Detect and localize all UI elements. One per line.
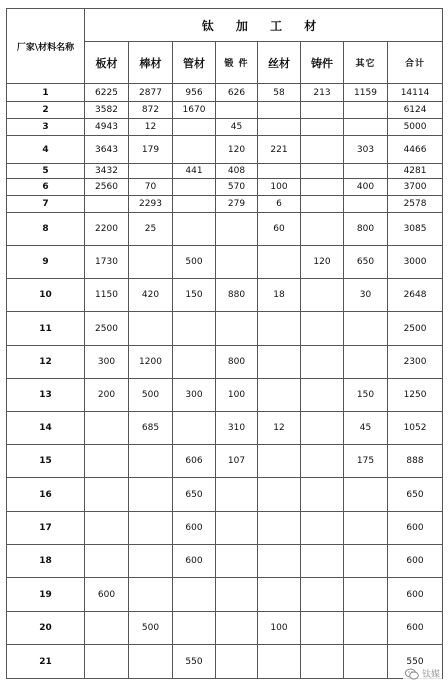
- table-cell: [301, 379, 344, 412]
- table-cell: 12: [129, 119, 173, 136]
- table-cell: [258, 578, 301, 612]
- row-label: 19: [7, 578, 85, 612]
- table-cell: [129, 445, 173, 478]
- table-cell: 179: [129, 136, 173, 164]
- table-cell: 550: [173, 645, 216, 679]
- table-cell: 310: [216, 412, 258, 445]
- table-cell: 6225: [85, 84, 129, 102]
- row-label: 14: [7, 412, 85, 445]
- table-cell: [129, 478, 173, 512]
- table-cell: [344, 578, 388, 612]
- table-cell: 30: [344, 279, 388, 312]
- table-body: [7, 84, 443, 679]
- table-cell: 1052: [388, 412, 443, 445]
- table-cell: [344, 312, 388, 346]
- table-cell: 500: [129, 612, 173, 645]
- watermark-text: 钛媒: [421, 670, 440, 680]
- row-label: 7: [7, 196, 85, 213]
- table-row: [7, 312, 443, 346]
- table-cell: 956: [173, 84, 216, 102]
- table-cell: 120: [216, 136, 258, 164]
- table-cell: 800: [216, 346, 258, 379]
- table-row: [7, 213, 443, 246]
- table-cell: 600: [173, 512, 216, 545]
- table-cell: 1670: [173, 102, 216, 119]
- table-row: [7, 612, 443, 645]
- table-cell: 213: [301, 84, 344, 102]
- table-cell: [258, 512, 301, 545]
- table-cell: 3000: [388, 246, 443, 279]
- table-cell: 300: [173, 379, 216, 412]
- table-cell: 279: [216, 196, 258, 213]
- table-cell: [216, 312, 258, 346]
- table-cell: 6124: [388, 102, 443, 119]
- row-label: 6: [7, 179, 85, 196]
- table-cell: 18: [258, 279, 301, 312]
- table-cell: [301, 645, 344, 679]
- table-cell: 685: [129, 412, 173, 445]
- table-row: [7, 119, 443, 136]
- table-row: [7, 545, 443, 578]
- table-cell: 3432: [85, 164, 129, 179]
- table-cell: 2500: [388, 312, 443, 346]
- table-cell: [301, 279, 344, 312]
- table-cell: [258, 379, 301, 412]
- table-cell: 4943: [85, 119, 129, 136]
- table-cell: 200: [85, 379, 129, 412]
- table-cell: 2300: [388, 346, 443, 379]
- table-row: [7, 379, 443, 412]
- table-cell: 58: [258, 84, 301, 102]
- table-cell: [173, 578, 216, 612]
- table-cell: [301, 512, 344, 545]
- table-cell: 303: [344, 136, 388, 164]
- table-cell: [344, 346, 388, 379]
- table-cell: 120: [301, 246, 344, 279]
- table-cell: 1150: [85, 279, 129, 312]
- table-cell: 570: [216, 179, 258, 196]
- table-cell: [258, 312, 301, 346]
- table-cell: [129, 545, 173, 578]
- table-cell: [258, 246, 301, 279]
- table-cell: 500: [173, 246, 216, 279]
- row-label: 18: [7, 545, 85, 578]
- table-cell: 150: [344, 379, 388, 412]
- table-cell: [301, 213, 344, 246]
- table-title: 钛 加 工 材: [85, 9, 443, 42]
- row-label: 4: [7, 136, 85, 164]
- table-cell: 880: [216, 279, 258, 312]
- table-row: [7, 512, 443, 545]
- table-row: [7, 102, 443, 119]
- table-cell: [301, 478, 344, 512]
- row-label: 9: [7, 246, 85, 279]
- table-cell: 1159: [344, 84, 388, 102]
- table-cell: 6: [258, 196, 301, 213]
- table-cell: [129, 512, 173, 545]
- table-row: [7, 84, 443, 102]
- table-cell: [258, 346, 301, 379]
- table-cell: [129, 312, 173, 346]
- table-cell: [216, 612, 258, 645]
- table-cell: [301, 412, 344, 445]
- table-cell: 500: [129, 379, 173, 412]
- table-cell: [173, 196, 216, 213]
- table-cell: [344, 545, 388, 578]
- row-label: 8: [7, 213, 85, 246]
- column-header: 其它: [344, 42, 388, 84]
- table-cell: 600: [388, 512, 443, 545]
- table-cell: [216, 478, 258, 512]
- table-cell: [85, 645, 129, 679]
- table-cell: 2877: [129, 84, 173, 102]
- table-cell: [129, 164, 173, 179]
- table-row: [7, 164, 443, 179]
- table-cell: [301, 346, 344, 379]
- table-cell: [216, 645, 258, 679]
- table-cell: 107: [216, 445, 258, 478]
- table-row: [7, 478, 443, 512]
- table-cell: 650: [344, 246, 388, 279]
- table-cell: 800: [344, 213, 388, 246]
- table-row: [7, 445, 443, 478]
- corner-header: 厂家\材料名称: [7, 9, 85, 84]
- table-cell: [85, 545, 129, 578]
- row-label: 16: [7, 478, 85, 512]
- table-cell: 600: [388, 578, 443, 612]
- table-cell: 3700: [388, 179, 443, 196]
- table-cell: [301, 445, 344, 478]
- table-cell: [173, 412, 216, 445]
- table-cell: 3085: [388, 213, 443, 246]
- table-cell: [344, 645, 388, 679]
- column-header: 锻 件: [216, 42, 258, 84]
- row-label: 13: [7, 379, 85, 412]
- table-cell: 45: [216, 119, 258, 136]
- table-cell: [258, 478, 301, 512]
- table-cell: [129, 246, 173, 279]
- table-cell: [301, 179, 344, 196]
- table-cell: 872: [129, 102, 173, 119]
- table-cell: [344, 119, 388, 136]
- table-cell: 2200: [85, 213, 129, 246]
- table-cell: [216, 102, 258, 119]
- table-cell: [344, 102, 388, 119]
- table-cell: [216, 512, 258, 545]
- table-cell: 600: [388, 612, 443, 645]
- table-cell: 100: [216, 379, 258, 412]
- row-label: 5: [7, 164, 85, 179]
- table-row: [7, 279, 443, 312]
- table-cell: 60: [258, 213, 301, 246]
- table-cell: 150: [173, 279, 216, 312]
- table-cell: [216, 578, 258, 612]
- table-cell: [173, 179, 216, 196]
- table-cell: [85, 512, 129, 545]
- row-label: 11: [7, 312, 85, 346]
- table-cell: 650: [388, 478, 443, 512]
- table-cell: 550: [388, 645, 443, 679]
- table-cell: [258, 545, 301, 578]
- table-cell: 420: [129, 279, 173, 312]
- row-label: 21: [7, 645, 85, 679]
- table-cell: [258, 102, 301, 119]
- watermark: [403, 666, 442, 681]
- table-cell: 400: [344, 179, 388, 196]
- table-cell: 650: [173, 478, 216, 512]
- table-cell: [216, 213, 258, 246]
- table-cell: 25: [129, 213, 173, 246]
- table-cell: [129, 578, 173, 612]
- table-cell: 626: [216, 84, 258, 102]
- row-label: 1: [7, 84, 85, 102]
- table-row: [7, 196, 443, 213]
- titanium-table-sheet: [6, 8, 442, 681]
- table-cell: 600: [388, 545, 443, 578]
- column-header: 板材: [85, 42, 129, 84]
- table-cell: 600: [85, 578, 129, 612]
- table-cell: 1200: [129, 346, 173, 379]
- table-cell: 606: [173, 445, 216, 478]
- table-cell: 300: [85, 346, 129, 379]
- table-cell: 408: [216, 164, 258, 179]
- table-cell: [301, 612, 344, 645]
- table-cell: [129, 645, 173, 679]
- table-cell: [258, 119, 301, 136]
- table-cell: 3643: [85, 136, 129, 164]
- table-cell: 70: [129, 179, 173, 196]
- row-label: 15: [7, 445, 85, 478]
- table-cell: [301, 545, 344, 578]
- table-cell: [173, 136, 216, 164]
- table-cell: 441: [173, 164, 216, 179]
- table-cell: [173, 612, 216, 645]
- table-cell: 1730: [85, 246, 129, 279]
- table-cell: [344, 612, 388, 645]
- table-cell: 600: [173, 545, 216, 578]
- column-header: 管材: [173, 42, 216, 84]
- table-cell: [85, 196, 129, 213]
- table-cell: [301, 312, 344, 346]
- table-cell: [85, 445, 129, 478]
- table-row: [7, 179, 443, 196]
- table-cell: [216, 246, 258, 279]
- table-row: [7, 578, 443, 612]
- table-cell: [301, 164, 344, 179]
- table-row: [7, 412, 443, 445]
- table-cell: [344, 164, 388, 179]
- table-cell: [85, 612, 129, 645]
- table-cell: 5000: [388, 119, 443, 136]
- row-label: 2: [7, 102, 85, 119]
- table-cell: [344, 478, 388, 512]
- table-cell: [301, 578, 344, 612]
- table-cell: 2648: [388, 279, 443, 312]
- table-cell: [173, 346, 216, 379]
- table-cell: [216, 545, 258, 578]
- column-header: 棒材: [129, 42, 173, 84]
- titanium-products-table: [6, 8, 443, 679]
- row-label: 17: [7, 512, 85, 545]
- table-cell: [258, 645, 301, 679]
- table-cell: 2578: [388, 196, 443, 213]
- table-cell: 2500: [85, 312, 129, 346]
- table-cell: 4466: [388, 136, 443, 164]
- table-cell: [344, 196, 388, 213]
- table-cell: 12: [258, 412, 301, 445]
- table-cell: 2293: [129, 196, 173, 213]
- table-cell: [344, 512, 388, 545]
- table-cell: [301, 119, 344, 136]
- table-cell: 14114: [388, 84, 443, 102]
- row-label: 10: [7, 279, 85, 312]
- table-cell: [258, 445, 301, 478]
- column-header: 铸件: [301, 42, 344, 84]
- column-header: 合计: [388, 42, 443, 84]
- table-cell: 175: [344, 445, 388, 478]
- table-cell: 221: [258, 136, 301, 164]
- table-cell: [173, 213, 216, 246]
- table-row: [7, 645, 443, 679]
- table-cell: 3582: [85, 102, 129, 119]
- table-cell: [301, 196, 344, 213]
- table-cell: 100: [258, 179, 301, 196]
- row-label: 20: [7, 612, 85, 645]
- wechat-icon: [405, 668, 419, 680]
- table-cell: [173, 312, 216, 346]
- table-cell: [301, 136, 344, 164]
- column-header: 丝材: [258, 42, 301, 84]
- row-label: 12: [7, 346, 85, 379]
- table-row: [7, 246, 443, 279]
- table-cell: 100: [258, 612, 301, 645]
- table-cell: 1250: [388, 379, 443, 412]
- table-row: [7, 136, 443, 164]
- table-cell: 2560: [85, 179, 129, 196]
- table-cell: [85, 478, 129, 512]
- table-cell: [301, 102, 344, 119]
- table-cell: [258, 164, 301, 179]
- table-cell: 888: [388, 445, 443, 478]
- table-cell: [173, 119, 216, 136]
- table-cell: 45: [344, 412, 388, 445]
- row-label: 3: [7, 119, 85, 136]
- table-cell: [85, 412, 129, 445]
- table-cell: 4281: [388, 164, 443, 179]
- table-row: [7, 346, 443, 379]
